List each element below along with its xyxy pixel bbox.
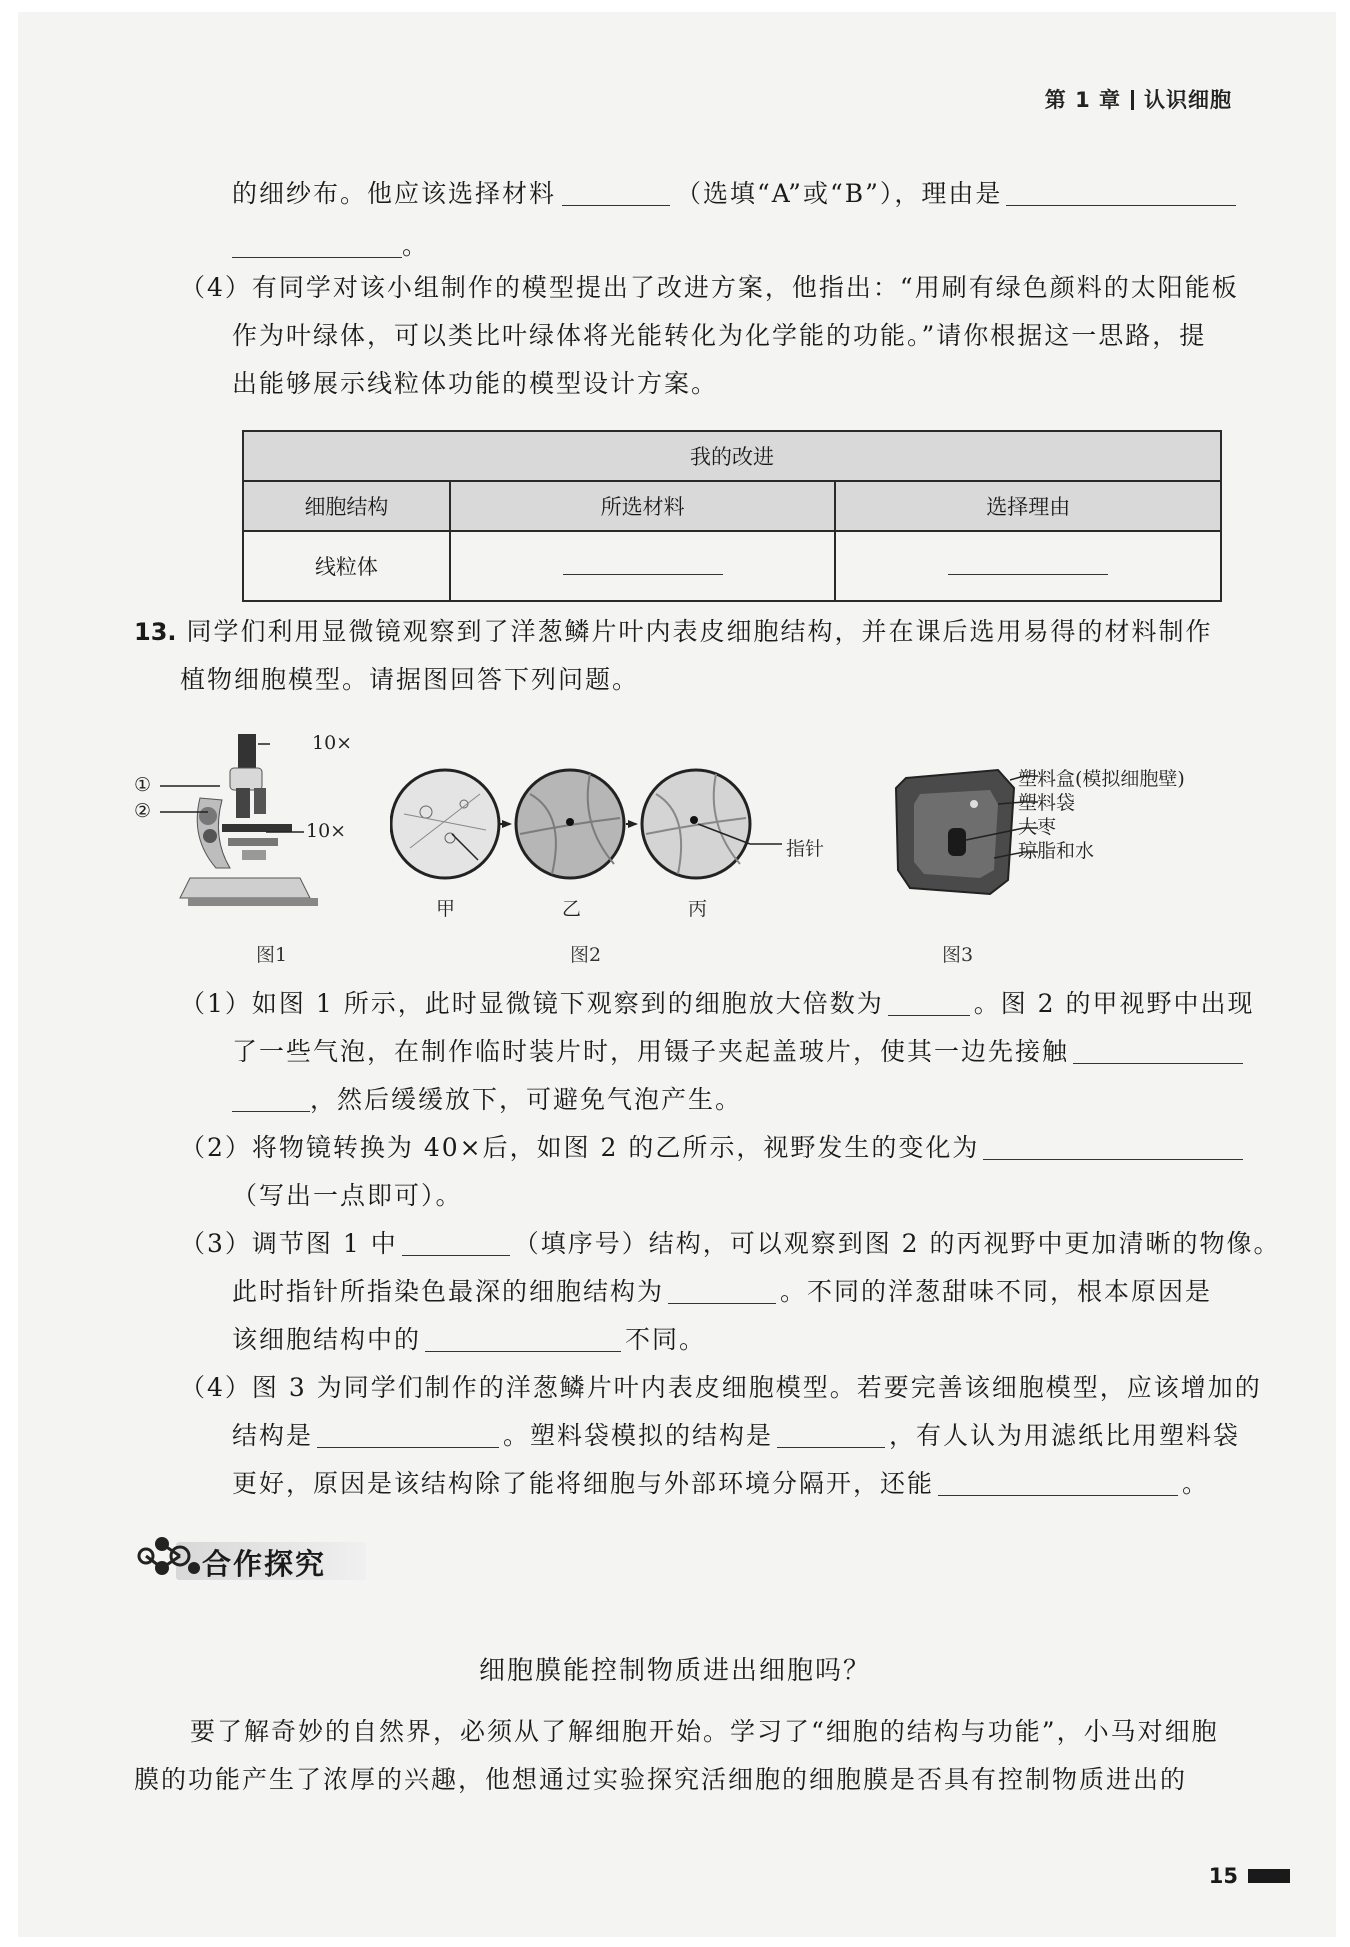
chapter-title: 认识细胞 — [1144, 88, 1232, 112]
q12-line-2 — [232, 230, 429, 262]
eyepiece-label: 10× — [312, 732, 353, 754]
q12-text: （选填“A”或“B”），理由是 — [676, 179, 1003, 208]
q13-part1-line-1 — [180, 988, 1255, 1020]
answer-blank[interactable] — [938, 1473, 1178, 1496]
view-label-jia: 甲 — [436, 898, 456, 920]
answer-blank[interactable] — [232, 235, 402, 258]
answer-blank[interactable] — [777, 1425, 885, 1448]
figure-3-caption: 图3 — [942, 944, 974, 966]
q13-part4-line-1: （4）图 3 为同学们制作的洋葱鳞片叶内表皮细胞模型。若要完善该细胞模型，应该增加的 — [180, 1373, 1262, 1402]
molecule-icon — [132, 1530, 202, 1584]
q13-part3-line-1 — [180, 1228, 1281, 1260]
q13-text: 。不同的洋葱甜味不同，根本原因是 — [780, 1277, 1213, 1306]
section-title: 合作探究 — [202, 1547, 327, 1581]
view-label-yi: 乙 — [562, 898, 582, 920]
chapter-header — [1045, 84, 1232, 114]
q13-text: （填序号）结构，可以观察到图 2 的丙视野中更加清晰的物像。 — [513, 1229, 1281, 1258]
q13-text: 了一些气泡，在制作临时装片时，用镊子夹起盖玻片，使其一边先接触 — [232, 1037, 1070, 1066]
answer-blank[interactable] — [1073, 1041, 1243, 1064]
answer-blank[interactable] — [983, 1137, 1243, 1160]
table-caption: 我的改进 — [243, 431, 1221, 481]
q13-text: 该细胞结构中的 — [232, 1325, 422, 1354]
table-cell-blank[interactable] — [835, 531, 1221, 601]
answer-blank[interactable] — [1006, 183, 1236, 206]
answer-blank[interactable] — [563, 552, 723, 575]
q13-text: 不同。 — [625, 1325, 707, 1354]
marker-1: ① — [134, 774, 152, 796]
answer-blank[interactable] — [232, 1089, 310, 1112]
q13-text: ，然后缓缓放下，可避免气泡产生。 — [310, 1085, 743, 1114]
q13-text: 。图 2 的甲视野中出现 — [973, 989, 1255, 1018]
q12-text: 。 — [402, 231, 430, 260]
inquiry-paragraph-line-2: 膜的功能产生了浓厚的兴趣，他想通过实验探究活细胞的细胞膜是否具有控制物质进出的 — [134, 1765, 1188, 1794]
q13-part1-line-2 — [232, 1036, 1243, 1068]
view-label-bing: 丙 — [688, 898, 708, 920]
q13-text: ，有人认为用滤纸比用塑料袋 — [889, 1421, 1241, 1450]
q12-part4-line-3: 出能够展示线粒体功能的模型设计方案。 — [232, 369, 719, 398]
page-number-bar — [1248, 1869, 1290, 1883]
table-cell-blank[interactable] — [450, 531, 836, 601]
microscope-fields-image — [390, 764, 790, 904]
q13-part2-line-1 — [180, 1132, 1243, 1164]
q12-text: 的细纱布。他应该选择材料 — [232, 179, 557, 208]
table-header: 细胞结构 — [243, 481, 450, 531]
q13-text: 同学们利用显微镜观察到了洋葱鳞片叶内表皮细胞结构，并在课后选用易得的材料制作 — [186, 617, 1213, 646]
chapter-number: 第 1 章 — [1044, 88, 1121, 112]
table-header: 所选材料 — [450, 481, 836, 531]
question-number: 13. — [134, 618, 177, 646]
label-jujube: 大枣 — [1018, 816, 1057, 838]
header-divider — [1131, 90, 1134, 110]
figure-1-caption: 图1 — [256, 944, 288, 966]
answer-blank[interactable] — [317, 1425, 499, 1448]
q13-text: （1）如图 1 所示，此时显微镜下观察到的细胞放大倍数为 — [180, 989, 884, 1018]
q13-text: 。塑料袋模拟的结构是 — [503, 1421, 774, 1450]
q13-part3-line-2 — [232, 1276, 1212, 1308]
microscope-callouts — [160, 728, 390, 928]
inquiry-paragraph-line-1: 要了解奇妙的自然界，必须从了解细胞开始。学习了“细胞的结构与功能”，小马对细胞 — [190, 1717, 1219, 1746]
q13-text: 更好，原因是该结构除了能将细胞与外部环境分隔开，还能 — [232, 1469, 935, 1498]
q13-part4-line-2 — [232, 1420, 1240, 1452]
q13-text: （2）将物镜转换为 40×后，如图 2 的乙所示，视野发生的变化为 — [180, 1133, 980, 1162]
q13-intro-line-2: 植物细胞模型。请据图回答下列问题。 — [180, 665, 640, 694]
answer-blank[interactable] — [948, 552, 1108, 575]
q12-line-1 — [232, 178, 1236, 210]
label-agar-water: 琼脂和水 — [1018, 840, 1095, 862]
table-header: 选择理由 — [835, 481, 1221, 531]
cooperative-inquiry-banner — [132, 1530, 364, 1584]
page-number: 15 — [1208, 1864, 1238, 1888]
q13-part1-line-3 — [232, 1084, 742, 1116]
answer-blank[interactable] — [888, 993, 970, 1016]
improvement-table — [242, 430, 1222, 602]
q13-part4-line-3 — [232, 1468, 1209, 1500]
answer-blank[interactable] — [562, 183, 670, 206]
inquiry-subtitle: 细胞膜能控制物质进出细胞吗？ — [478, 1656, 871, 1686]
figure-row — [134, 728, 1240, 968]
q13-text: 。 — [1182, 1469, 1210, 1498]
answer-blank[interactable] — [402, 1233, 510, 1256]
q13-part2-line-2: （写出一点即可）。 — [232, 1181, 463, 1210]
q13-text: 结构是 — [232, 1421, 314, 1450]
q12-part4-line-2: 作为叶绿体，可以类比叶绿体将光能转化为化学能的功能。”请你根据这一思路，提 — [232, 321, 1207, 350]
pointer-label: 指针 — [786, 838, 825, 860]
q13-text: 此时指针所指染色最深的细胞结构为 — [232, 1277, 665, 1306]
q13-intro-line-1 — [134, 616, 1212, 648]
q12-part4-line-1: （4）有同学对该小组制作的模型提出了改进方案，他指出：“用刷有绿色颜料的太阳能板 — [180, 273, 1239, 302]
label-plastic-box: 塑料盒(模拟细胞壁) — [1018, 768, 1185, 790]
answer-blank[interactable] — [425, 1329, 621, 1352]
objective-label: 10× — [306, 820, 347, 842]
label-plastic-bag: 塑料袋 — [1018, 792, 1076, 814]
answer-blank[interactable] — [668, 1281, 776, 1304]
q13-part3-line-3 — [232, 1324, 706, 1356]
q13-text: （3）调节图 1 中 — [180, 1229, 398, 1258]
table-cell: 线粒体 — [243, 531, 450, 601]
figure-2-caption: 图2 — [570, 944, 602, 966]
marker-2: ② — [134, 800, 152, 822]
cell-model-image — [894, 764, 1024, 904]
